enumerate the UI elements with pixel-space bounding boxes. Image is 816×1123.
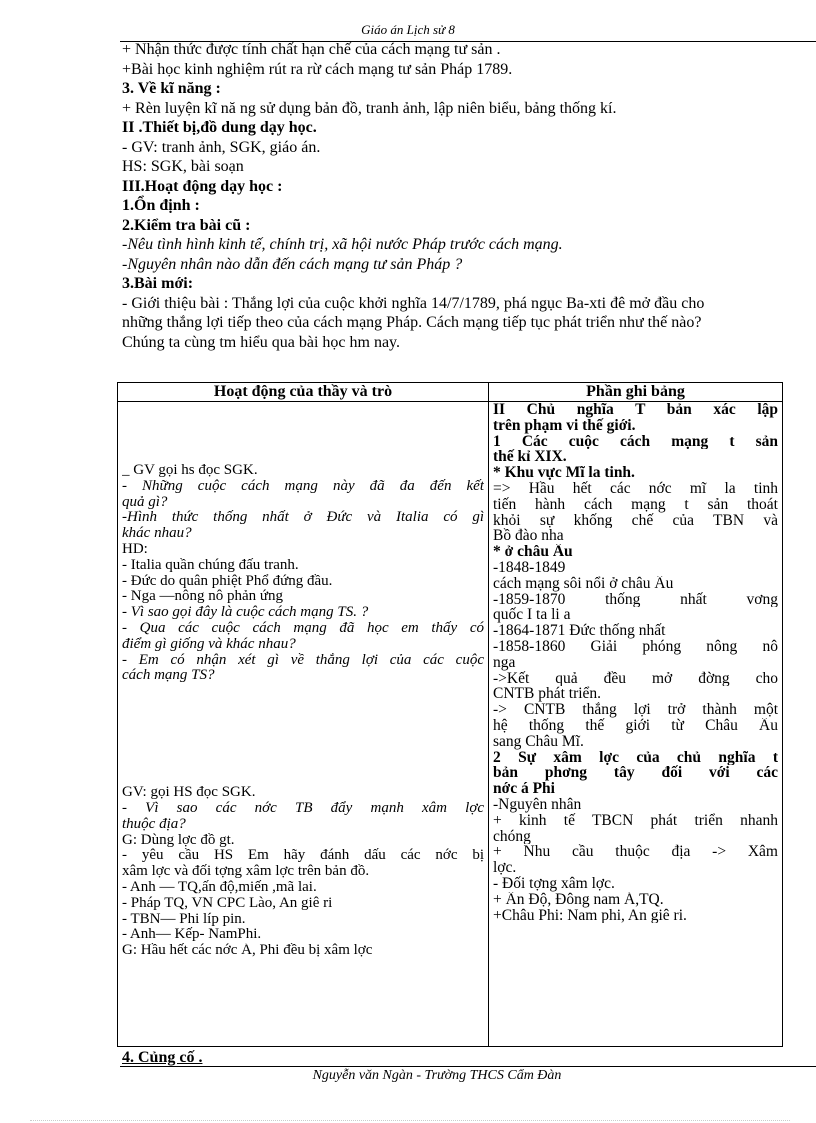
text-line: hệ thống thế giới từ Châu Âu	[493, 717, 778, 734]
text-line: - Qua các cuộc cách mạng đã học em thấy có	[122, 620, 484, 636]
text-line: - Đối tợng xâm lợc.	[493, 875, 615, 892]
spacer	[122, 684, 484, 785]
activities-block-1	[122, 463, 484, 684]
text-line: II .Thiết bị,đồ dung dạy học.	[122, 119, 317, 136]
text-line: + Rèn luyện kĩ nă ng sử dụng bản đồ, tranh ảnh, lập niên biểu, bảng thống kí.	[122, 99, 617, 117]
text-line: cách mạng sôi nổi ở châu Âu	[493, 575, 674, 592]
text-line: quả gì?	[122, 494, 168, 510]
text-line: -1858-1860 Giải phóng nông nô	[493, 638, 778, 655]
text-line: xâm lợc và đối tợng xâm lợc trên bản đồ.	[122, 864, 370, 880]
text-line: -1859-1870 thống nhất vơng	[493, 591, 778, 608]
text-line: + kinh tế TBCN phát triển nhanh	[493, 812, 778, 829]
text-line: - Anh — TQ,ấn độ,miến ,mã lai.	[122, 879, 317, 895]
activities-block-2	[122, 785, 484, 959]
board-notes-block	[493, 402, 778, 923]
text-line: nớc á Phi	[493, 781, 555, 797]
text-line: - GV: tranh ảnh, SGK, giáo án.	[122, 138, 321, 156]
text-line: - Nga —nông nô phản ứng	[122, 589, 284, 605]
activities-cell	[118, 402, 489, 1047]
text-line: GV: gọi HS đọc SGK.	[122, 785, 256, 801]
text-line: - Italia quần chúng đấu tranh.	[122, 557, 299, 573]
text-line: -1864-1871 Đức thống nhất	[493, 623, 666, 639]
text-line: 1 Các cuộc cách mạng t sản	[493, 433, 778, 450]
text-line: - Vì sao các nớc TB đẩy mạnh xâm lợc	[122, 800, 484, 816]
spacer	[122, 402, 484, 463]
text-line: CNTB phát triển.	[493, 686, 602, 703]
text-line: tiến hành cách mạng t sản thoát	[493, 496, 778, 513]
text-line: HS: SGK, bài soạn	[122, 158, 244, 175]
text-line: -1848-1849	[493, 559, 566, 576]
text-line: -> CNTB thắng lợi trở thành một	[493, 702, 778, 718]
text-line: điểm gì giống và khác nhau?	[122, 636, 296, 652]
text-line: 1.Ổn định :	[122, 197, 200, 214]
text-line: - Những cuộc cách mạng này đã đa đến kết	[122, 478, 484, 494]
table-body-row	[118, 402, 783, 1047]
text-line: thế kỉ XIX.	[493, 449, 567, 466]
text-line: - Em có nhận xét gì về thắng lợi của các cuộc	[122, 652, 484, 668]
page-edge-line	[30, 1120, 790, 1121]
page-header: Giáo án Lịch sử 8	[361, 22, 455, 37]
text-line: G: Hầu hết các nớc Á, Phi đều bị xâm lợc	[122, 943, 373, 959]
text-line: khỏi sự khống chế của TBN và	[493, 512, 778, 529]
text-line: 2 Sự xâm lợc của chủ nghĩa t	[493, 749, 778, 766]
header-board-notes: Phần ghi bảng	[489, 383, 783, 402]
text-line: -Nguyên nhân nào dẫn đến cách mạng tư sản Pháp ?	[122, 255, 463, 273]
text-line: - Pháp TQ, VN CPC Lào, An giê ri	[122, 895, 333, 911]
text-line: - Đức do quân phiệt Phổ đứng đầu.	[122, 573, 333, 589]
text-line: => Hầu hết các nớc mĩ la tinh	[493, 480, 778, 497]
text-line: khác nhau?	[122, 526, 192, 542]
board-notes-cell	[489, 402, 783, 1047]
text-line: * Khu vực Mĩ la tinh.	[493, 465, 635, 481]
text-line: HD:	[122, 541, 148, 557]
text-line: 3.Bài mới:	[122, 275, 194, 292]
text-line: _ GV gọi hs đọc SGK.	[122, 463, 258, 478]
text-line: - Vì sao gọi đây là cuộc cách mạng TS. ?	[122, 605, 369, 621]
text-line: thuộc địa?	[122, 816, 186, 832]
text-line: 3. Về kĩ năng :	[122, 80, 221, 97]
text-line: -Nêu tình hình kinh tế, chính trị, xã hội nước Pháp trước cách mạng.	[122, 236, 563, 253]
text-line: III.Hoạt động dạy học :	[122, 177, 283, 195]
text-line: -Nguyên nhân	[493, 796, 582, 813]
page-footer: Nguyễn văn Ngàn - Trường THCS Cẩm Đàn	[312, 1068, 562, 1083]
text-line: nga	[493, 654, 516, 671]
text-line: + Nhận thức được tính chất hạn chế của cách mạng tư sản .	[122, 41, 501, 58]
section-title-consolidation: 4. Củng cố .	[122, 1049, 203, 1066]
text-line: + Ấn Độ, Đông nam Á,TQ.	[493, 891, 664, 908]
lesson-table	[117, 382, 783, 1047]
table-header-row	[118, 383, 783, 402]
text-line: +Bài học kinh nghiệm rút ra rừ cách mạng tư sản Pháp 1789.	[122, 60, 513, 78]
header-activities: Hoạt động của thầy và trò	[118, 383, 489, 402]
text-line: sang Châu Mĩ.	[493, 733, 584, 750]
text-line: - TBN— Phi líp pin.	[122, 911, 246, 927]
text-line: chóng	[493, 828, 531, 845]
text-line: - Anh— Kếp- NamPhi.	[122, 927, 262, 943]
text-line: quốc I ta li a	[493, 607, 571, 624]
intro-section	[122, 40, 742, 352]
text-line: - yêu cầu HS Em hãy đánh dấu các nớc bị	[122, 848, 484, 864]
intro-lines	[122, 40, 742, 294]
text-line: + Nhu cầu thuộc địa -> Xâm	[493, 844, 778, 861]
text-line: II Chủ nghĩa T bản xác lập	[493, 402, 778, 418]
text-line: Bồ đào nha	[493, 528, 564, 545]
text-line: lợc.	[493, 860, 517, 876]
text-line: -Hình thức thống nhất ở Đức và Italia có gì	[122, 510, 484, 526]
text-line: bản phơng tây đối với các	[493, 765, 778, 782]
text-line: G: Dùng lợc đồ gt.	[122, 832, 235, 848]
intro-paragraph: - Giới thiệu bài : Thắng lợi của cuộc khởi nghĩa 14/7/1789, phá ngục Ba-xti đê mở đầu cho những thắng lợi tiếp theo của cách mạng Pháp. Cách mạng tiếp tục phát triển như thế nào? Chúng ta cùng tm hiểu qua bài học hm nay.	[122, 294, 705, 351]
text-line: trên phạm vi thế giới.	[493, 417, 636, 434]
text-line: * ở châu Âu	[493, 544, 573, 560]
text-line: cách mạng TS?	[122, 668, 215, 684]
text-line: +Châu Phi: Nam phi, An giê ri.	[493, 907, 687, 924]
text-line: 2.Kiểm tra bài cũ :	[122, 216, 251, 234]
footer-divider	[120, 1066, 816, 1067]
text-line: ->Kết quả đều mở đờng cho	[493, 670, 778, 687]
